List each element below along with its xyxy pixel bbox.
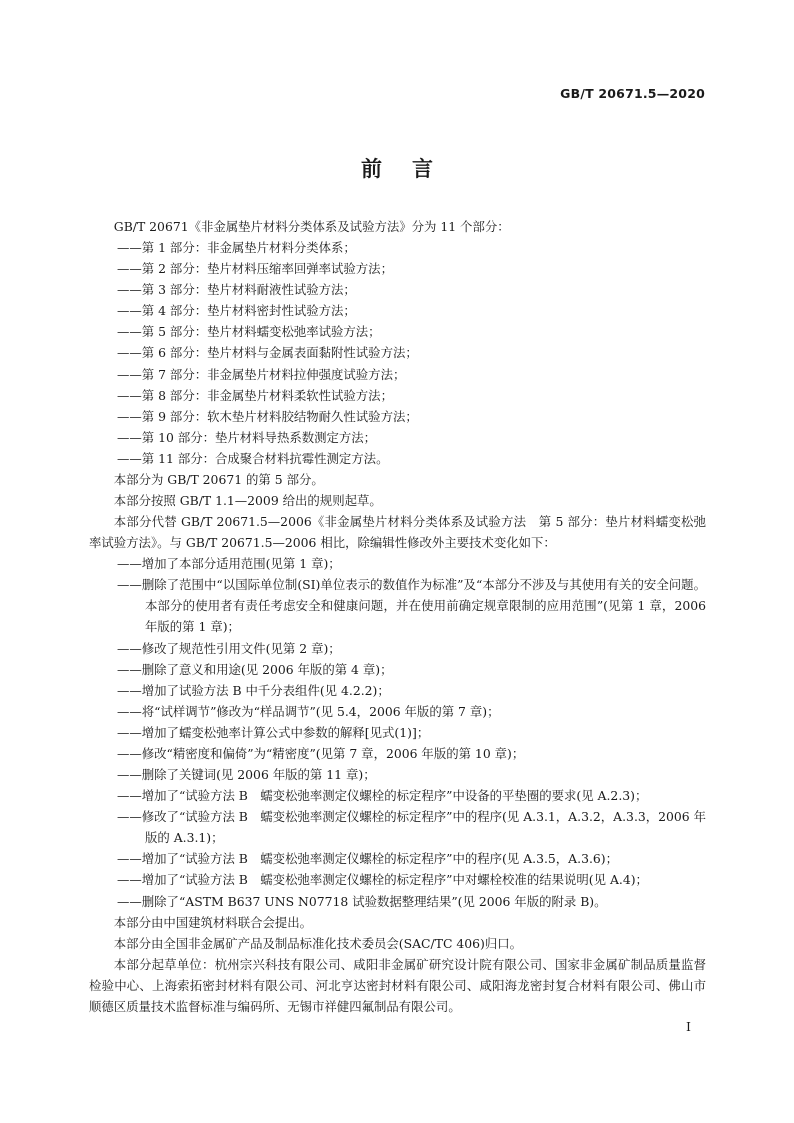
drafting-units: 本部分起草单位：杭州宗兴科技有限公司、咸阳非金属矿研究设计院有限公司、国家非金属矿制品质量监督检验中心、上海索拓密封材料有限公司、河北亨达密封材料有限公司、咸阳海龙密封复合材料有限公司、佛山市顺德区质量技术监督标准与编码所、无锡市祥健四氟制品有限公司。	[89, 956, 706, 1014]
list-item: ——第 2 部分：垫片材料压缩率回弹率试验方法；	[117, 261, 393, 277]
list-item: ——修改“精密度和偏倚”为“精密度”(见第 7 章，2006 年版的第 10 章)；	[117, 745, 525, 761]
list-item: ——第 6 部分：垫片材料与金属表面黏附性试验方法；	[117, 345, 418, 361]
list-item: ——将“试样调节”修改为“样品调节”(见 5.4，2006 年版的第 7 章)；	[117, 703, 500, 719]
list-item: ——修改了“试验方法 B 蠕变松弛率测定仪螺栓的标定程序”中的程序(见 A.3.1，A.3.2，A.3.3，2006 年版的 A.3.1)；	[117, 809, 707, 846]
list-item: ——增加了“试验方法 B 蠕变松弛率测定仪螺栓的标定程序”中的程序(见 A.3.5，A.3.6)；	[117, 851, 619, 867]
drafting-rules: 本部分按照 GB/T 1.1—2009 给出的规则起草。	[113, 493, 382, 509]
list-item: ——第 11 部分：合成聚合材料抗霉性测定方法。	[117, 450, 389, 466]
standard-code: GB/T 20671.5—2020	[560, 86, 705, 101]
list-item: ——第 5 部分：垫片材料蠕变松弛率试验方法；	[117, 324, 381, 340]
list-item: ——增加了“试验方法 B 蠕变松弛率测定仪螺栓的标定程序”中设备的平垫圈的要求(见 A.2.3)；	[117, 788, 648, 804]
list-item: ——删除了范围中“以国际单位制(SI)单位表示的数值作为标准”及“本部分不涉及与其使用有关的安全问题。本部分的使用者有责任考虑安全和健康问题，并在使用前确定规章限制的应用范围”(见第 1 章，2006 年版的第 1 章)；	[117, 577, 706, 635]
list-item: ——第 7 部分：非金属垫片材料拉伸强度试验方法；	[117, 366, 406, 382]
proposed-by: 本部分由中国建筑材料联合会提出。	[113, 914, 313, 930]
part-statement: 本部分为 GB/T 20671 的第 5 部分。	[113, 471, 324, 487]
list-item: ——第 3 部分：垫片材料耐液性试验方法；	[117, 282, 356, 298]
list-item: ——删除了关键词(见 2006 年版的第 11 章)；	[117, 767, 376, 783]
list-item: ——第 9 部分：软木垫片材料胶结物耐久性试验方法；	[117, 408, 418, 424]
page-title: 前言	[361, 157, 463, 181]
list-item: ——增加了本部分适用范围(见第 1 章)；	[117, 556, 341, 572]
list-item: ——增加了试验方法 B 中千分表组件(见 4.2.2)；	[117, 682, 390, 698]
replacement-statement: 本部分代替 GB/T 20671.5—2006《非金属垫片材料分类体系及试验方法 第 5 部分：垫片材料蠕变松弛率试验方法》。与 GB/T 20671.5—2006 相比，除编辑性修改外主要技术变化如下：	[89, 514, 706, 551]
changes-list	[89, 553, 706, 911]
foreword-body	[89, 216, 706, 1017]
page-number: I	[686, 1019, 691, 1034]
list-item: ——第 4 部分：垫片材料密封性试验方法；	[117, 303, 356, 319]
list-item: ——增加了蠕变松弛率计算公式中参数的解释[见式(1)]；	[117, 724, 430, 740]
managed-by: 本部分由全国非金属矿产品及制品标准化技术委员会(SAC/TC 406)归口。	[113, 935, 523, 951]
list-item: ——增加了“试验方法 B 蠕变松弛率测定仪螺栓的标定程序”中对螺栓校准的结果说明(见 A.4)；	[117, 872, 648, 888]
list-item: ——第 8 部分：非金属垫片材料柔软性试验方法；	[117, 387, 393, 403]
list-item: ——修改了规范性引用文件(见第 2 章)；	[117, 640, 341, 656]
parts-list	[89, 237, 706, 469]
intro-paragraph: GB/T 20671《非金属垫片材料分类体系及试验方法》分为 11 个部分：	[113, 219, 510, 234]
list-item: ——第 1 部分：非金属垫片材料分类体系；	[117, 240, 356, 256]
list-item: ——删除了“ASTM B637 UNS N07718 试验数据整理结果”(见 2006 年版的附录 B)。	[117, 893, 607, 909]
list-item: ——删除了意义和用途(见 2006 年版的第 4 章)；	[117, 661, 393, 677]
list-item: ——第 10 部分：垫片材料导热系数测定方法；	[117, 429, 377, 445]
